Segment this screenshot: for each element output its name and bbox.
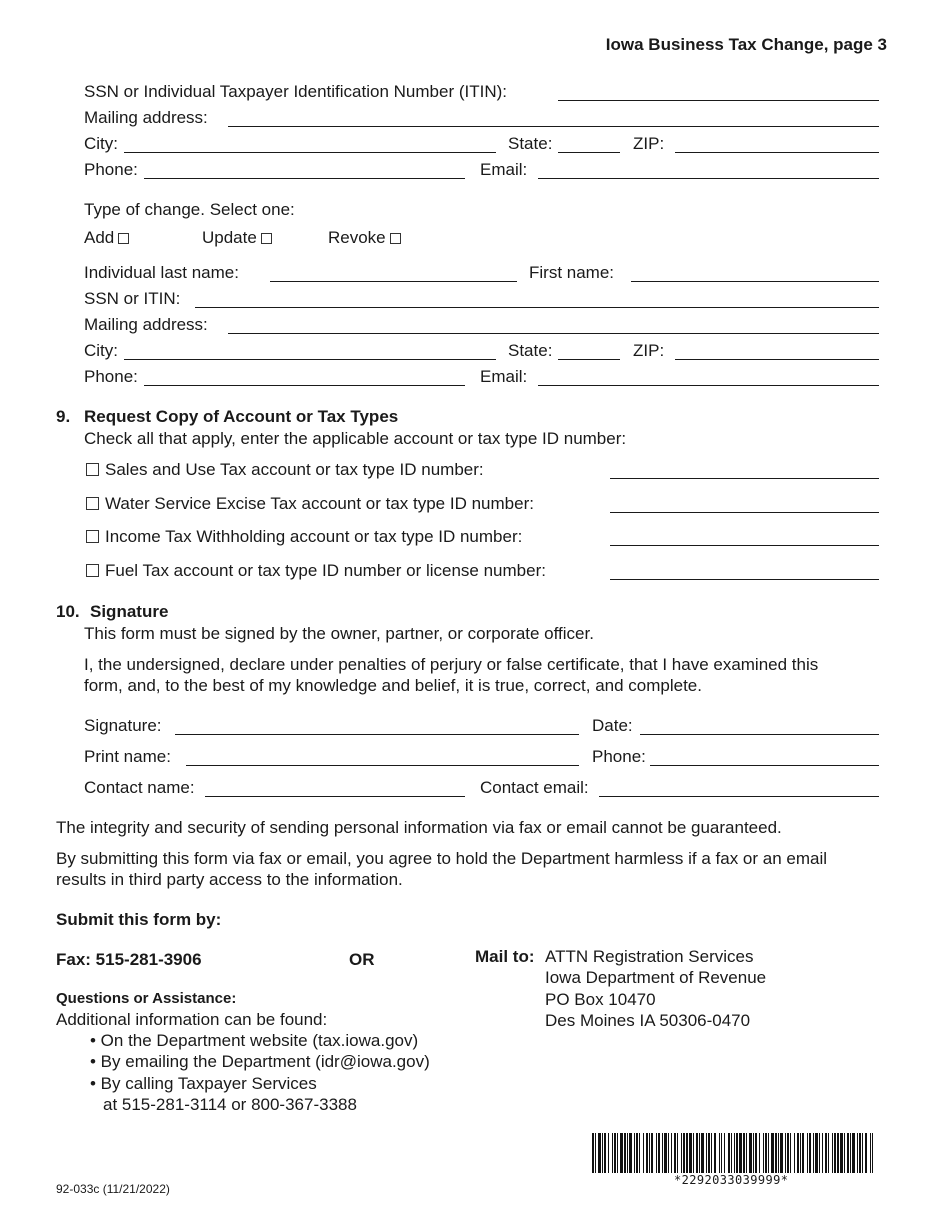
barcode-bar: [852, 1133, 855, 1173]
fax-number: Fax: 515-281-3906: [56, 950, 202, 969]
barcode-bar: [636, 1133, 638, 1173]
mailing-address-label: Mailing address:: [84, 108, 208, 127]
water-excise-tax-option[interactable]: [86, 494, 534, 514]
barcode-bar: [870, 1133, 871, 1173]
barcode-bar: [763, 1133, 764, 1173]
print-name-label: Print name:: [84, 747, 171, 766]
city-field-2[interactable]: [124, 359, 496, 360]
mail-line-1: ATTN Registration Services: [545, 947, 754, 966]
section-9-instructions: Check all that apply, enter the applicable account or tax type ID number:: [84, 429, 627, 448]
questions-heading: Questions or Assistance:: [56, 990, 237, 1007]
barcode-bar: [731, 1133, 732, 1173]
barcode-bar: [617, 1133, 618, 1173]
zip-field-2[interactable]: [675, 359, 879, 360]
barcode-bar: [719, 1133, 720, 1173]
barcode-bar: [785, 1133, 786, 1173]
ssn-itin-field-2[interactable]: [195, 307, 879, 308]
mail-line-4: Des Moines IA 50306-0470: [545, 1011, 751, 1030]
change-revoke-option[interactable]: [328, 228, 401, 248]
barcode-bar: [646, 1133, 648, 1173]
signature-note: This form must be signed by the owner, partner, or corporate officer.: [84, 624, 594, 643]
section-10-number: 10.: [56, 602, 80, 621]
change-update-label: Update: [202, 228, 257, 247]
barcode-bar: [595, 1133, 596, 1173]
city-field[interactable]: [124, 152, 496, 153]
signer-phone-label: Phone:: [592, 747, 646, 766]
barcode-bar: [834, 1133, 836, 1173]
email-field-2[interactable]: [538, 385, 879, 386]
barcode-bar: [683, 1133, 685, 1173]
declaration-line-2: form, and, to the best of my knowledge and belief, it is true, correct, and complete.: [84, 676, 702, 695]
change-add-option[interactable]: [84, 228, 129, 248]
barcode-bar: [753, 1133, 754, 1173]
barcode-bar: [739, 1133, 742, 1173]
signature-label: Signature:: [84, 716, 162, 735]
barcode-bar: [778, 1133, 779, 1173]
agreement-line-1: By submitting this form via fax or email, you agree to hold the Department harmless if a fax or an email: [56, 849, 828, 868]
barcode-bar: [837, 1133, 839, 1173]
barcode: [592, 1133, 874, 1173]
income-withholding-label: Income Tax Withholding account or tax type ID number:: [105, 527, 523, 546]
barcode-bar: [850, 1133, 851, 1173]
barcode-bar: [602, 1133, 603, 1173]
barcode-bar: [649, 1133, 650, 1173]
print-name-field[interactable]: [186, 765, 579, 766]
barcode-bar: [768, 1133, 769, 1173]
barcode-bar: [828, 1133, 829, 1173]
barcode-bar: [608, 1133, 609, 1173]
first-name-field[interactable]: [631, 281, 879, 282]
state-field[interactable]: [558, 152, 620, 153]
barcode-bar: [658, 1133, 660, 1173]
zip-label: ZIP:: [633, 134, 665, 153]
mailing-address-field[interactable]: [228, 126, 879, 127]
phone-label: Phone:: [84, 160, 138, 179]
barcode-bar: [775, 1133, 777, 1173]
barcode-bar: [699, 1133, 700, 1173]
date-field[interactable]: [640, 734, 879, 735]
zip-field[interactable]: [675, 152, 879, 153]
email-label: Email:: [480, 160, 528, 179]
signer-phone-field[interactable]: [650, 765, 879, 766]
contact-email-label: Contact email:: [480, 778, 589, 797]
first-name-label: First name:: [529, 263, 615, 282]
barcode-bar: [822, 1133, 823, 1173]
barcode-bar: [872, 1133, 873, 1173]
barcode-bar: [651, 1133, 653, 1173]
barcode-bar: [734, 1133, 735, 1173]
barcode-bar: [743, 1133, 745, 1173]
declaration-line-1: I, the undersigned, declare under penalties of perjury or false certificate, that I have examined this: [84, 655, 819, 674]
barcode-bar: [813, 1133, 814, 1173]
checkbox-fuel-tax[interactable]: [86, 564, 99, 577]
email-field[interactable]: [538, 178, 879, 179]
state-field-2[interactable]: [558, 359, 620, 360]
barcode-bar: [668, 1133, 669, 1173]
integrity-notice: The integrity and security of sending personal information via fax or email cannot be guaranteed.: [56, 818, 782, 837]
barcode-bar: [724, 1133, 725, 1173]
barcode-bar: [797, 1133, 799, 1173]
barcode-bar: [721, 1133, 722, 1173]
barcode-bar: [802, 1133, 804, 1173]
water-excise-tax-label: Water Service Excise Tax account or tax type ID number:: [105, 494, 534, 513]
section-9-title: Request Copy of Account or Tax Types: [84, 407, 399, 426]
barcode-bar: [612, 1133, 613, 1173]
barcode-bar: [819, 1133, 820, 1173]
barcode-bar: [844, 1133, 845, 1173]
questions-phone-numbers: at 515-281-3114 or 800-367-3388: [103, 1095, 357, 1114]
barcode-bar: [807, 1133, 808, 1173]
signature-field[interactable]: [175, 734, 579, 735]
barcode-bar: [755, 1133, 757, 1173]
barcode-bar: [714, 1133, 716, 1173]
checkbox-revoke[interactable]: [390, 233, 401, 244]
barcode-bar: [787, 1133, 789, 1173]
barcode-bar: [681, 1133, 682, 1173]
barcode-bar: [794, 1133, 795, 1173]
barcode-bar: [759, 1133, 760, 1173]
barcode-bar: [765, 1133, 767, 1173]
contact-name-field[interactable]: [205, 796, 465, 797]
change-add-label: Add: [84, 228, 115, 247]
barcode-bar: [674, 1133, 676, 1173]
questions-intro: Additional information can be found:: [56, 1010, 328, 1029]
barcode-bar: [771, 1133, 774, 1173]
phone-field-2[interactable]: [144, 385, 465, 386]
or-separator: OR: [349, 950, 375, 969]
mail-line-3: PO Box 10470: [545, 990, 656, 1009]
barcode-bar: [825, 1133, 827, 1173]
phone-field[interactable]: [144, 178, 465, 179]
barcode-bar: [604, 1133, 606, 1173]
barcode-bar: [662, 1133, 663, 1173]
barcode-bar: [728, 1133, 730, 1173]
city-label-2: City:: [84, 341, 118, 360]
email-label-2: Email:: [480, 367, 528, 386]
barcode-text: *2292033039999*: [674, 1173, 789, 1187]
zip-label-2: ZIP:: [633, 341, 665, 360]
barcode-bar: [857, 1133, 858, 1173]
barcode-bar: [749, 1133, 752, 1173]
change-revoke-label: Revoke: [328, 228, 386, 247]
barcode-bar: [809, 1133, 811, 1173]
barcode-bar: [847, 1133, 849, 1173]
form-id: 92-033c (11/21/2022): [56, 1182, 170, 1196]
ssn-itin-label: SSN or Individual Taxpayer Identification Number (ITIN):: [84, 82, 507, 101]
barcode-bar: [832, 1133, 833, 1173]
barcode-bar: [701, 1133, 704, 1173]
sales-use-tax-label: Sales and Use Tax account or tax type ID number:: [105, 460, 484, 479]
barcode-bar: [620, 1133, 623, 1173]
barcode-bar: [592, 1133, 594, 1173]
barcode-bar: [790, 1133, 791, 1173]
checkbox-income-withholding[interactable]: [86, 530, 99, 543]
change-update-option[interactable]: [202, 228, 272, 248]
barcode-bar: [614, 1133, 616, 1173]
questions-bullet-email: • By emailing the Department (idr@iowa.gov): [90, 1052, 430, 1071]
change-type-prompt: Type of change. Select one:: [84, 200, 295, 219]
barcode-bar: [862, 1133, 863, 1173]
section-9-number: 9.: [56, 407, 71, 426]
last-name-label: Individual last name:: [84, 263, 239, 282]
checkbox-update[interactable]: [261, 233, 272, 244]
barcode-bar: [840, 1133, 843, 1173]
checkbox-add[interactable]: [118, 233, 129, 244]
mail-to-label: Mail to:: [475, 947, 535, 966]
barcode-bar: [708, 1133, 710, 1173]
fuel-tax-label: Fuel Tax account or tax type ID number or license number:: [105, 561, 546, 580]
barcode-bar: [624, 1133, 626, 1173]
barcode-bar: [686, 1133, 688, 1173]
checkbox-water-excise-tax[interactable]: [86, 497, 99, 510]
water-excise-tax-id-field[interactable]: [610, 512, 879, 513]
barcode-bar: [800, 1133, 801, 1173]
date-label: Date:: [592, 716, 633, 735]
checkbox-sales-use-tax[interactable]: [86, 463, 99, 476]
questions-bullet-website: • On the Department website (tax.iowa.gov): [90, 1031, 419, 1050]
barcode-bar: [664, 1133, 667, 1173]
barcode-bar: [859, 1133, 861, 1173]
mailing-address-field-2[interactable]: [228, 333, 879, 334]
mailing-address-label-2: Mailing address:: [84, 315, 208, 334]
barcode-bar: [711, 1133, 712, 1173]
page-title: Iowa Business Tax Change, page 3: [605, 35, 887, 54]
barcode-bar: [746, 1133, 747, 1173]
contact-name-label: Contact name:: [84, 778, 195, 797]
state-label-2: State:: [508, 341, 553, 360]
fuel-tax-id-field[interactable]: [610, 579, 879, 580]
ssn-itin-label-2: SSN or ITIN:: [84, 289, 181, 308]
barcode-bar: [671, 1133, 672, 1173]
barcode-bar: [634, 1133, 635, 1173]
agreement-line-2: results in third party access to the information.: [56, 870, 403, 889]
barcode-bar: [865, 1133, 867, 1173]
last-name-field[interactable]: [270, 281, 517, 282]
submit-heading: Submit this form by:: [56, 910, 222, 929]
barcode-bar: [598, 1133, 601, 1173]
mail-line-2: Iowa Department of Revenue: [545, 968, 767, 987]
phone-label-2: Phone:: [84, 367, 138, 386]
barcode-bar: [677, 1133, 678, 1173]
barcode-bar: [627, 1133, 628, 1173]
barcode-bar: [780, 1133, 783, 1173]
barcode-bar: [693, 1133, 694, 1173]
section-10-title: Signature: [90, 602, 169, 621]
ssn-itin-field[interactable]: [558, 100, 879, 101]
income-withholding-option[interactable]: [86, 527, 522, 547]
questions-bullet-phone: • By calling Taxpayer Services: [90, 1074, 317, 1093]
income-withholding-id-field[interactable]: [610, 545, 879, 546]
fuel-tax-option[interactable]: [86, 561, 546, 581]
sales-use-tax-option[interactable]: [86, 460, 484, 480]
barcode-bar: [696, 1133, 698, 1173]
barcode-bar: [639, 1133, 640, 1173]
sales-use-tax-id-field[interactable]: [610, 478, 879, 479]
barcode-bar: [656, 1133, 657, 1173]
barcode-bar: [736, 1133, 738, 1173]
barcode-bar: [689, 1133, 692, 1173]
city-label: City:: [84, 134, 118, 153]
barcode-bar: [629, 1133, 632, 1173]
state-label: State:: [508, 134, 553, 153]
barcode-bar: [815, 1133, 818, 1173]
contact-email-field[interactable]: [599, 796, 879, 797]
barcode-bar: [643, 1133, 644, 1173]
barcode-bar: [706, 1133, 707, 1173]
